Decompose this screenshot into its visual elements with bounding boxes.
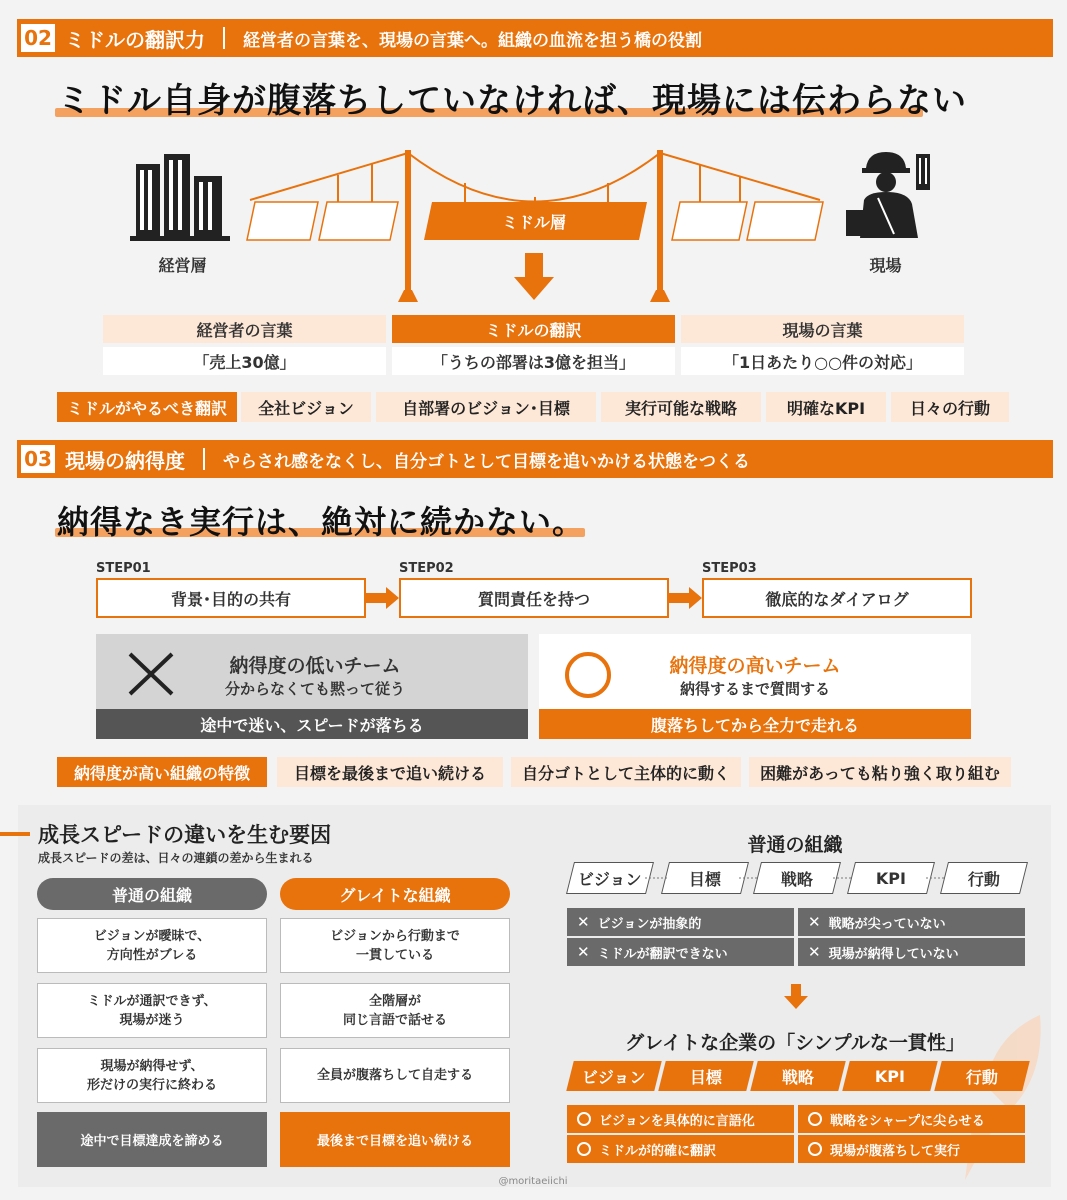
chain-item-orange xyxy=(566,1061,661,1091)
problem-text: 戦略が尖っていない xyxy=(828,916,946,932)
solution-cell xyxy=(798,1135,1025,1163)
cross-icon xyxy=(126,650,176,698)
low-team-sub: 分からなくても黙って従う xyxy=(224,680,405,698)
chain-text: 戦略 xyxy=(780,869,813,889)
problem-text: ビジョンが抽象的 xyxy=(597,916,702,932)
translation-chip: 全社ビジョン xyxy=(241,392,371,422)
col-quote-middle: 「うちの部署は3億を担当」 xyxy=(392,347,675,375)
circle-icon xyxy=(808,1142,822,1156)
chain-text: 目標 xyxy=(689,1067,722,1087)
solution-cell xyxy=(798,1105,1025,1133)
step-label: STEP01 xyxy=(96,561,151,576)
circle-icon xyxy=(577,1112,591,1126)
feature-chip: 目標を最後まで追い続ける xyxy=(277,757,503,787)
divider xyxy=(223,27,225,49)
section-title: ミドルの翻訳力 xyxy=(65,27,205,52)
chain-text: KPI xyxy=(875,868,907,888)
great-item: 全階層が 同じ言語で話せる xyxy=(280,983,510,1038)
col-head-middle: ミドルの翻訳 xyxy=(392,315,675,343)
translation-chip: 明確なKPI xyxy=(766,392,886,422)
solution-cell xyxy=(567,1135,794,1163)
section-subtitle: 経営者の言葉を、現場の言葉へ。組織の血流を担う橋の役割 xyxy=(243,30,702,51)
chain-text: ビジョン xyxy=(582,1067,646,1087)
problem-cell xyxy=(567,938,794,966)
great-item: 全員が腹落ちして自走する xyxy=(280,1048,510,1103)
chain-text: ビジョン xyxy=(578,869,642,889)
arrow-right-icon xyxy=(366,587,400,609)
building-icon xyxy=(128,148,233,243)
problem-cell xyxy=(798,908,1025,936)
circle-icon xyxy=(565,652,611,698)
growth-subtitle: 成長スピードの差は、日々の連鎖の差から生まれる xyxy=(38,851,314,865)
solution-cell xyxy=(567,1105,794,1133)
problem-text: 現場が納得していない xyxy=(828,946,959,962)
problem-text: ミドルが翻訳できない xyxy=(597,946,728,962)
solution-text: 現場が腹落ちして実行 xyxy=(830,1143,961,1159)
translation-chips-label: ミドルがやるべき翻訳 xyxy=(57,392,237,422)
translation-chip: 自部署のビジョン･目標 xyxy=(376,392,596,422)
section-03-header xyxy=(17,440,1053,478)
chain-text: KPI xyxy=(874,1066,906,1086)
high-team-sub: 納得するまで質問する xyxy=(679,680,830,698)
great-result: 最後まで目標を追い続ける xyxy=(280,1112,510,1167)
translation-chip: 日々の行動 xyxy=(891,392,1009,422)
accent-line xyxy=(0,832,30,836)
solution-text: ミドルが的確に翻訳 xyxy=(599,1143,717,1159)
high-team-title: 納得度の高いチーム xyxy=(669,655,841,677)
right-normal-title: 普通の組織 xyxy=(747,834,843,856)
step-label: STEP02 xyxy=(399,561,454,576)
low-team-result: 途中で迷い、スピードが落ちる xyxy=(96,709,528,739)
col-quote-field: 「1日あたり○○件の対応」 xyxy=(681,347,964,375)
col-quote-executive: 「売上30億」 xyxy=(103,347,386,375)
chain-item-orange xyxy=(658,1061,753,1091)
solution-text: ビジョンを具体的に言語化 xyxy=(599,1113,755,1129)
headline: ミドル自身が腹落ちしていなければ、現場には伝わらない xyxy=(57,81,967,121)
chain-text: 目標 xyxy=(688,869,721,889)
normal-item: ミドルが通訳できず、 現場が迷う xyxy=(37,983,267,1038)
problem-cell xyxy=(798,938,1025,966)
great-item: ビジョンから行動まで 一貫している xyxy=(280,918,510,973)
translation-chip: 実行可能な戦略 xyxy=(601,392,761,422)
cross-icon: ✕ xyxy=(808,943,821,961)
section-number: 02 xyxy=(21,24,55,52)
right-label: 現場 xyxy=(869,256,902,275)
great-org-label: グレイトな組織 xyxy=(280,878,510,910)
chain-text: 行動 xyxy=(965,1067,998,1087)
solution-text: 戦略をシャープに尖らせる xyxy=(830,1113,985,1129)
worker-icon xyxy=(838,148,933,243)
section-title: 現場の納得度 xyxy=(65,448,185,473)
step-box: 質問責任を持つ xyxy=(399,578,669,618)
credit: @moritaeiichi xyxy=(498,1176,568,1187)
step-label: STEP03 xyxy=(702,561,757,576)
problem-cell xyxy=(567,908,794,936)
feature-chip: 困難があっても粘り強く取り組む xyxy=(749,757,1011,787)
normal-result: 途中で目標達成を諦める xyxy=(37,1112,267,1167)
feature-chip: 自分ゴトとして主体的に動く xyxy=(511,757,741,787)
dotted-arrows xyxy=(645,874,955,882)
chain-item xyxy=(566,862,654,894)
left-label: 経営層 xyxy=(158,256,207,275)
normal-item: 現場が納得せず、 形だけの実行に終わる xyxy=(37,1048,267,1103)
section-02-header xyxy=(17,19,1053,57)
normal-item: ビジョンが曖昧で、 方向性がブレる xyxy=(37,918,267,973)
circle-icon xyxy=(808,1112,822,1126)
features-label: 納得度が高い組織の特徴 xyxy=(57,757,267,787)
chain-item-orange xyxy=(934,1061,1029,1091)
chain-item-orange xyxy=(750,1061,845,1091)
bridge-label: ミドル層 xyxy=(501,213,566,232)
chain-text: 行動 xyxy=(967,869,1000,889)
circle-icon xyxy=(577,1142,591,1156)
low-team-title: 納得度の低いチーム xyxy=(229,655,401,677)
section-subtitle: やらされ感をなくし、自分ゴトとして目標を追いかける状態をつくる xyxy=(223,451,750,472)
chain-text: 戦略 xyxy=(781,1067,814,1087)
growth-title: 成長スピードの違いを生む要因 xyxy=(38,823,332,847)
step-box: 背景･目的の共有 xyxy=(96,578,366,618)
cross-icon: ✕ xyxy=(577,943,590,961)
cross-icon: ✕ xyxy=(577,913,590,931)
divider xyxy=(203,448,205,470)
col-head-field: 現場の言葉 xyxy=(681,315,964,343)
high-team-result: 腹落ちしてから全力で走れる xyxy=(539,709,971,739)
arrow-right-icon xyxy=(669,587,703,609)
arrow-down-icon xyxy=(783,984,809,1010)
normal-org-label: 普通の組織 xyxy=(37,878,267,910)
section-number: 03 xyxy=(21,445,55,473)
great-company-title: グレイトな企業の「シンプルな一貫性」 xyxy=(625,1032,965,1054)
chain-item-orange xyxy=(842,1061,937,1091)
step-box: 徹底的なダイアログ xyxy=(702,578,972,618)
headline: 納得なき実行は、絶対に続かない。 xyxy=(57,503,586,541)
cross-icon: ✕ xyxy=(808,913,821,931)
col-head-executive: 経営者の言葉 xyxy=(103,315,386,343)
